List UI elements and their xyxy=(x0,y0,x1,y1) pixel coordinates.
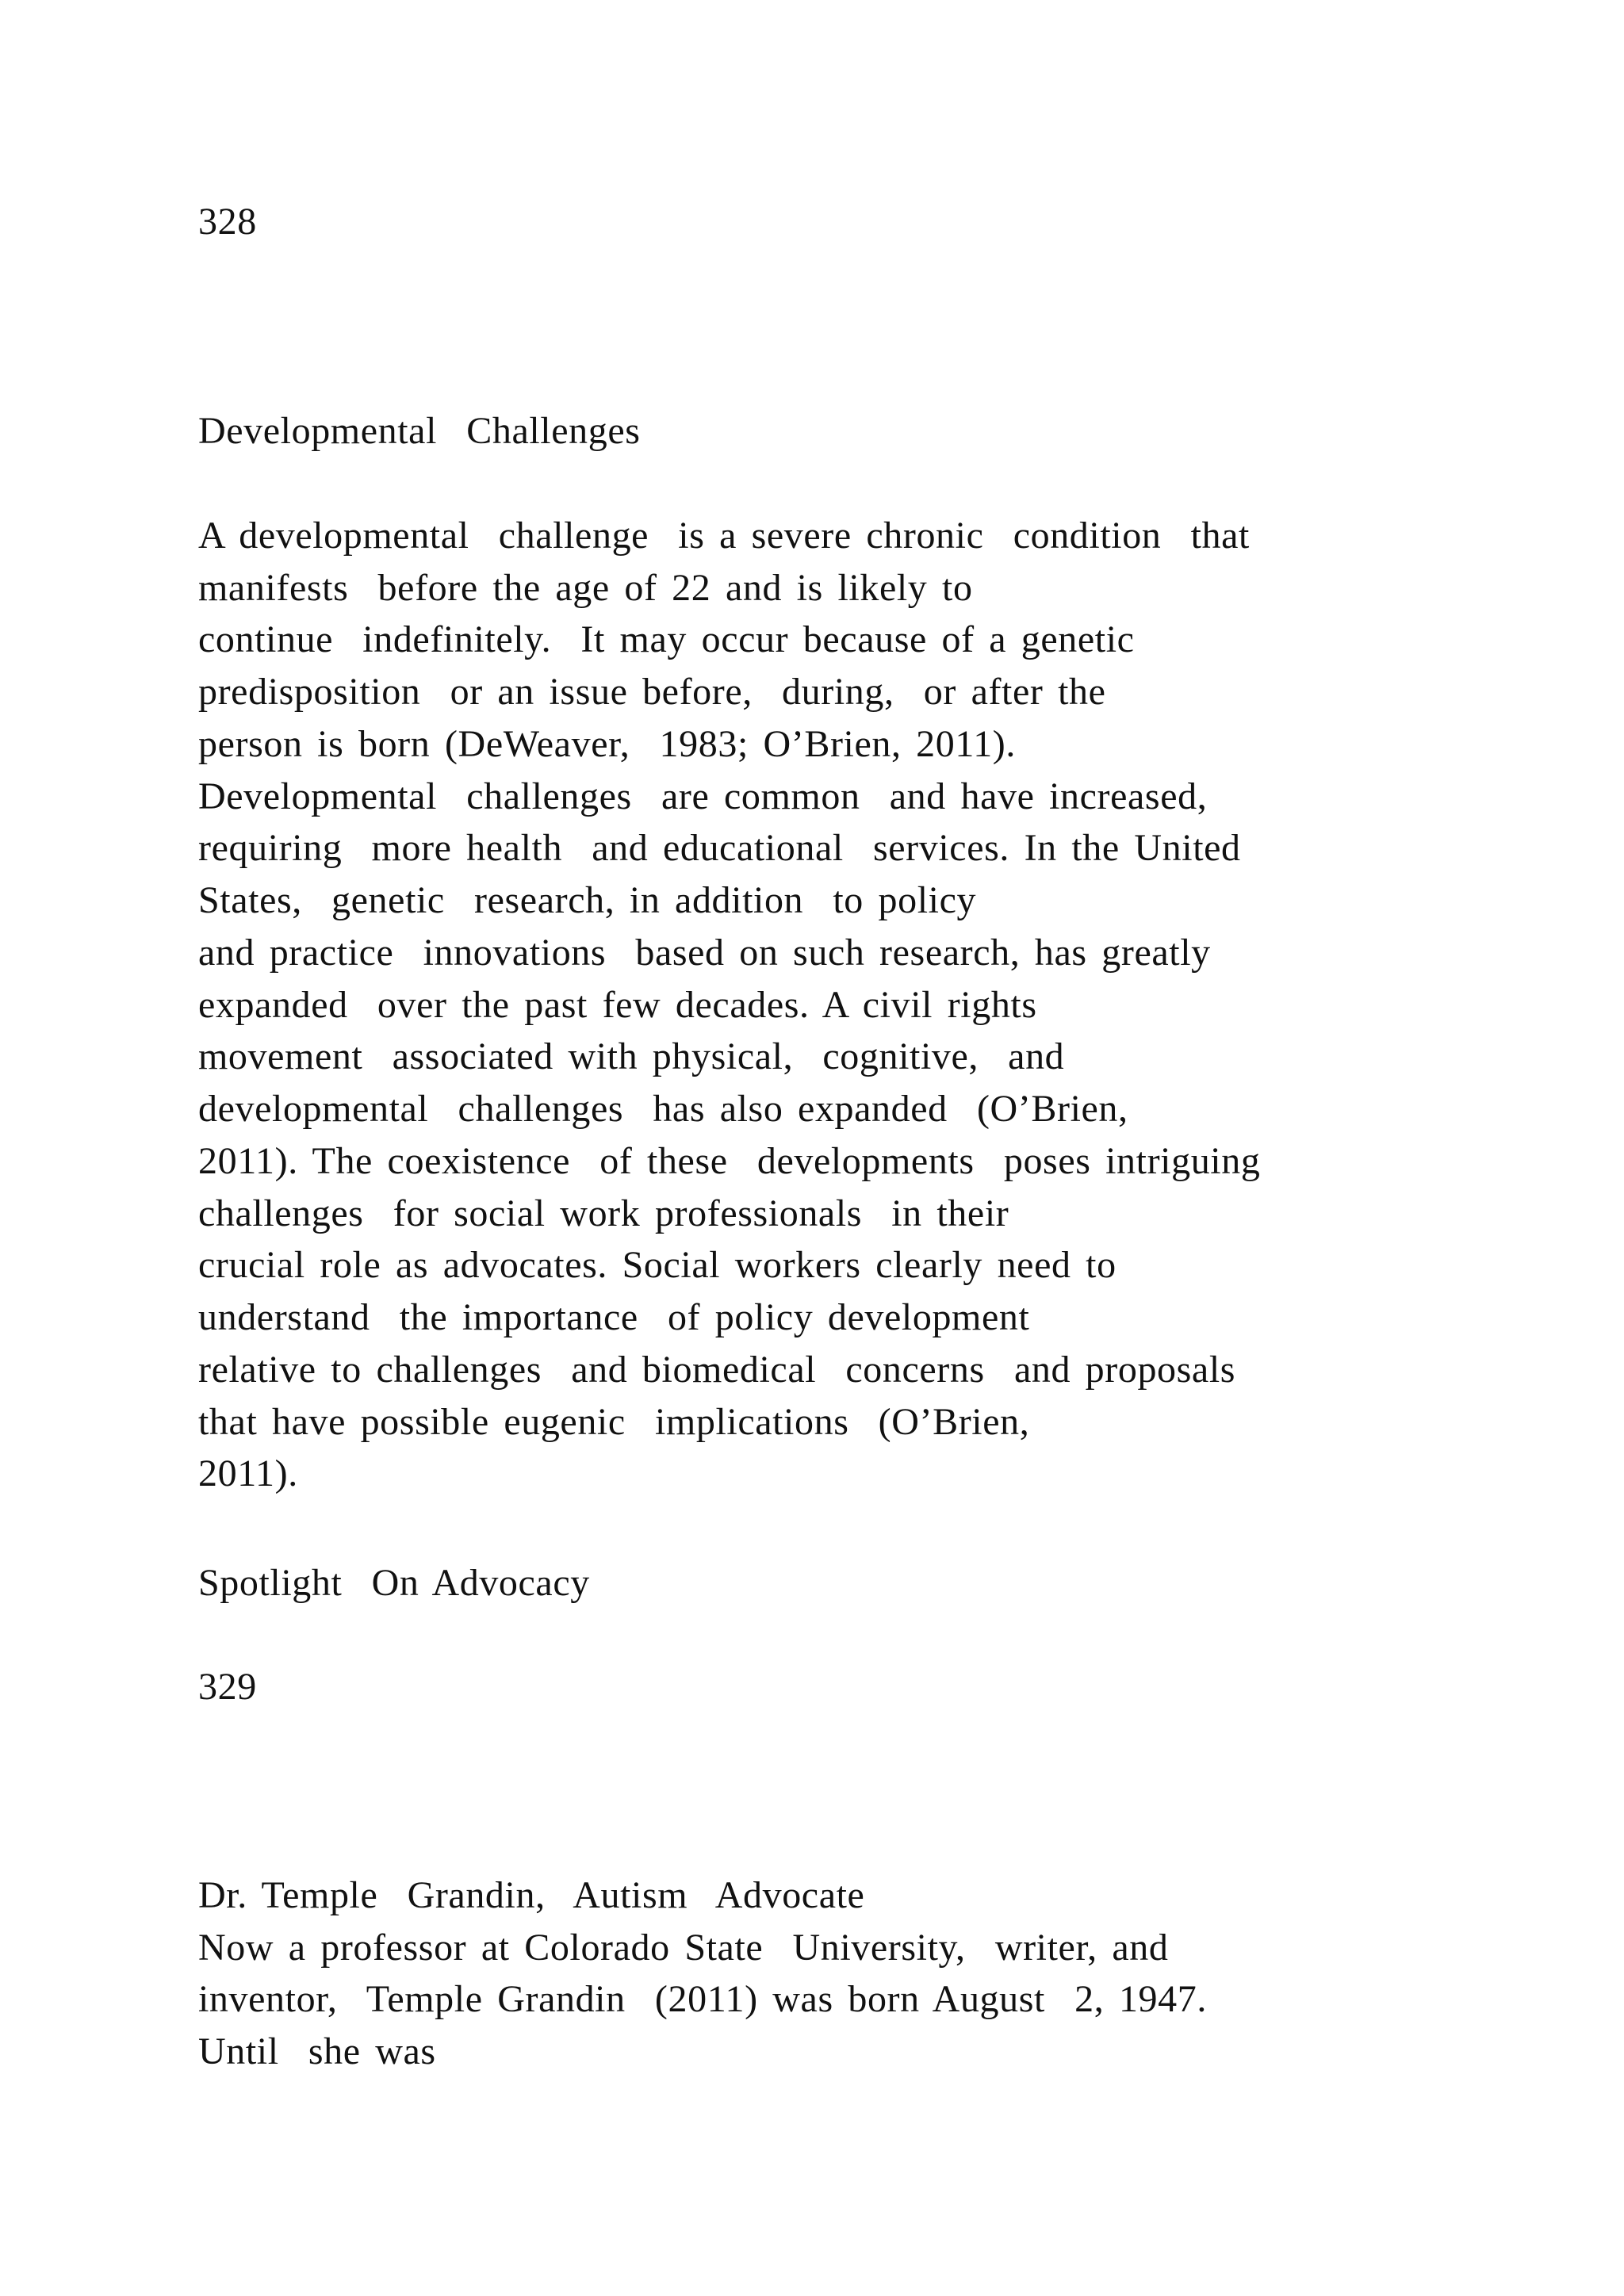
paragraph-line: 2011). xyxy=(198,1452,298,1494)
paragraph-line: predisposition or an issue before, during, or after the xyxy=(198,671,1106,713)
paragraph-line: Until she was xyxy=(198,2030,436,2072)
paragraph-line: manifests before the age of 22 and is likely to xyxy=(198,567,973,609)
paragraph-line: challenges for social work professionals in their xyxy=(198,1192,1009,1234)
paragraph-line: crucial role as advocates. Social workers clearly need to xyxy=(198,1244,1116,1286)
paragraph-line: person is born (DeWeaver, 1983; O’Brien, 2011). xyxy=(198,723,1016,765)
paragraph-line: continue indefinitely. It may occur because of a genetic xyxy=(198,618,1135,660)
section-heading-temple-grandin: Dr. Temple Grandin, Autism Advocate xyxy=(198,1874,865,1916)
paragraph-line: Now a professor at Colorado State University, writer, and xyxy=(198,1927,1169,1969)
paragraph-line: relative to challenges and biomedical concerns and proposals xyxy=(198,1349,1236,1391)
paragraph-line: 2011). The coexistence of these developments poses intriguing xyxy=(198,1140,1261,1182)
paragraph-line: understand the importance of policy development xyxy=(198,1296,1030,1338)
paragraph-line: A developmental challenge is a severe chronic condition that xyxy=(198,515,1250,557)
paragraph-line: inventor, Temple Grandin (2011) was born August 2, 1947. xyxy=(198,1978,1207,2020)
section-heading-spotlight-on-advocacy: Spotlight On Advocacy xyxy=(198,1562,590,1604)
paragraph-line: Developmental challenges are common and have increased, xyxy=(198,775,1208,817)
paragraph-line: movement associated with physical, cognitive, and xyxy=(198,1035,1065,1077)
paragraph-line: States, genetic research, in addition to policy xyxy=(198,879,977,921)
paragraph-line: that have possible eugenic implications (O’Brien, xyxy=(198,1401,1030,1443)
section-heading-developmental-challenges: Developmental Challenges xyxy=(198,410,641,452)
paragraph-line: requiring more health and educational services. In the United xyxy=(198,827,1241,869)
paragraph-line: expanded over the past few decades. A civil rights xyxy=(198,984,1037,1026)
paragraph-line: and practice innovations based on such research, has greatly xyxy=(198,932,1211,974)
page-number: 329 xyxy=(198,1666,257,1708)
paragraph-line: developmental challenges has also expanded (O’Brien, xyxy=(198,1088,1128,1130)
page-number: 328 xyxy=(198,201,257,243)
